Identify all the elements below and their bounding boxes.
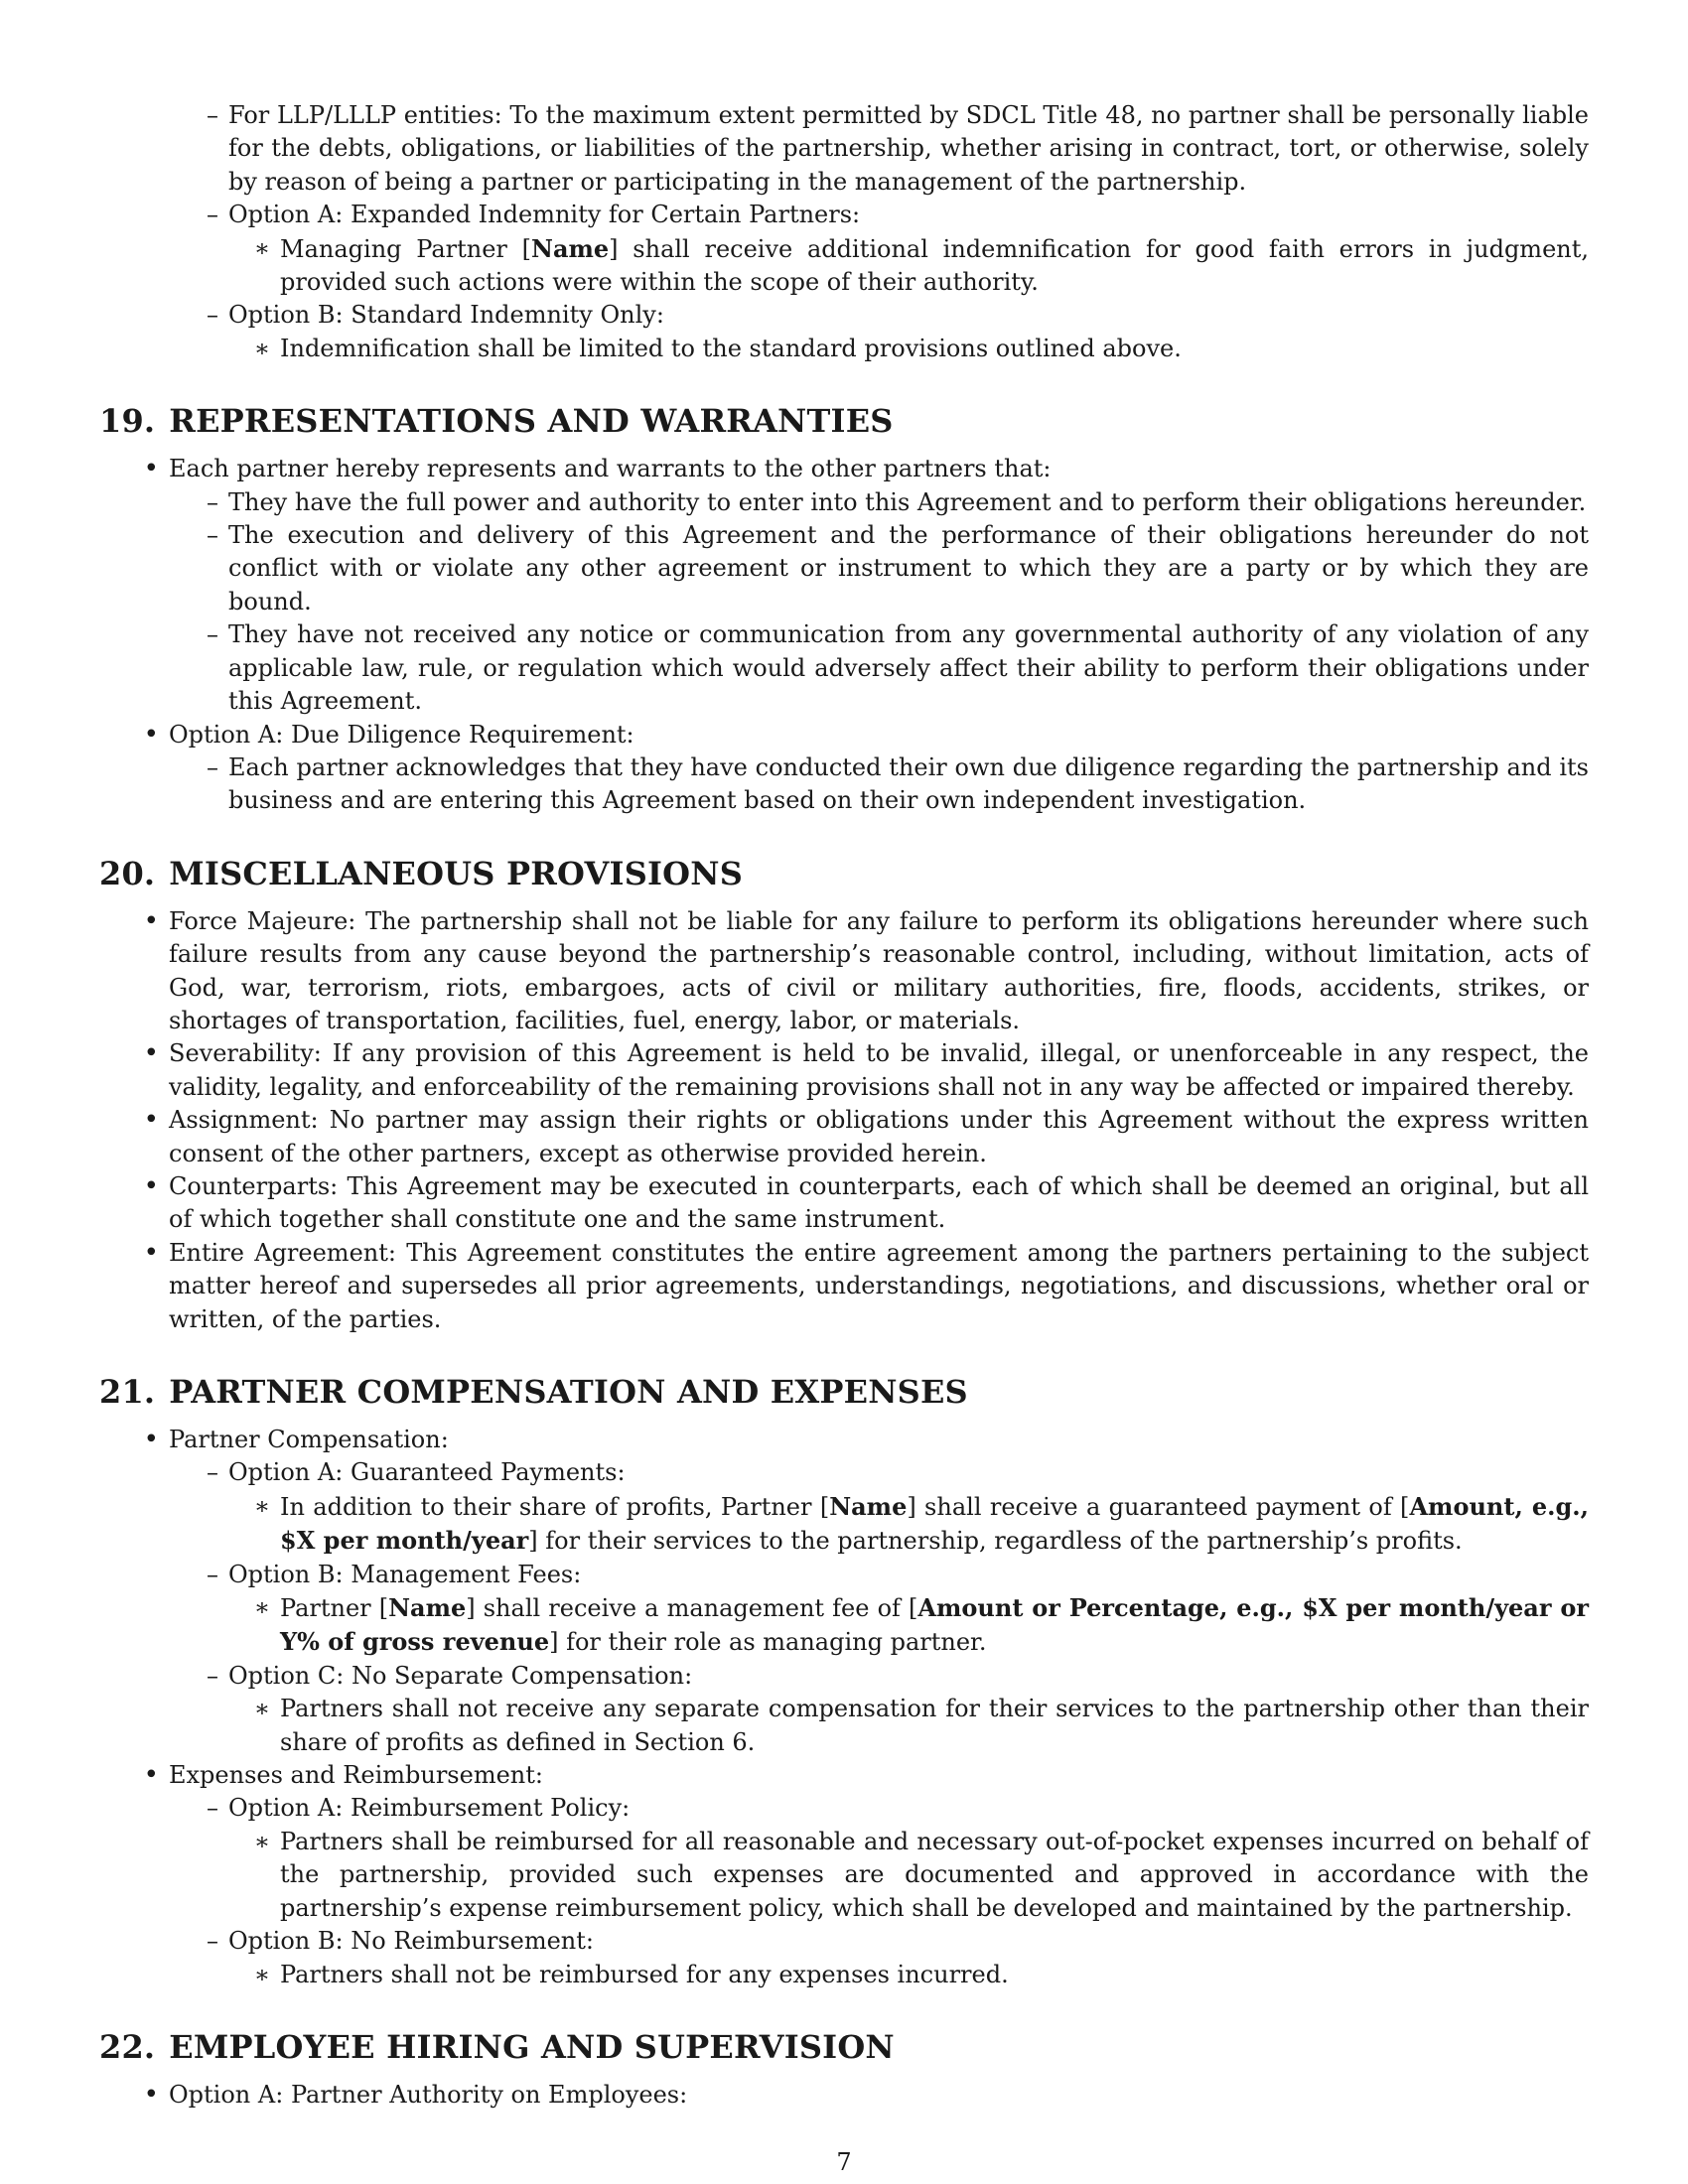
list-item-reimbursement-policy-detail (253, 1826, 1589, 1925)
list-item-option-b-indemnity (207, 299, 1589, 332)
list-item-expenses (143, 1759, 1589, 1792)
list-item-guaranteed-payments (207, 1456, 1589, 1489)
list-item-standard-indemnity (253, 333, 1589, 365)
page-number: 7 (836, 2148, 852, 2176)
item-text: Option B: Standard Indemnity Only: (228, 301, 664, 330)
list-item-due-diligence-detail (207, 751, 1589, 818)
list-item-no-separate-compensation-detail (253, 1693, 1589, 1759)
dash-bullet: – (207, 620, 218, 649)
dash-bullet: – (207, 752, 218, 781)
dot-bullet: • (143, 2079, 159, 2110)
placeholder-amount: Amount, e.g., $X per month/year (280, 1491, 1589, 1556)
star-bullet: ∗ (253, 1491, 270, 1520)
section-number: 21. (99, 1373, 156, 1411)
item-text-pre: Managing Partner [ (280, 234, 532, 263)
dash-bullet: – (207, 521, 218, 550)
star-bullet: ∗ (253, 334, 270, 362)
star-bullet: ∗ (253, 1593, 270, 1622)
section-number: 20. (99, 854, 156, 892)
list-item-option-a-indemnity (207, 199, 1589, 231)
dash-bullet: – (207, 487, 218, 516)
dash-bullet: – (207, 1458, 218, 1487)
section-title: PARTNER COMPENSATION AND EXPENSES (169, 1373, 968, 1411)
list-item-no-separate-compensation (207, 1660, 1589, 1693)
item-text: Expenses and Reimbursement: (169, 1761, 543, 1790)
list-item-partner-compensation (143, 1424, 1589, 1456)
list-item-management-fees (207, 1559, 1589, 1591)
item-text: Partner Compensation: (169, 1426, 449, 1453)
item-text: Counterparts: This Agreement may be executed in counterparts, each of which shall be deemed an original, but all of which together shall constitute one and the same instrument. (169, 1171, 1589, 1234)
list-item-guaranteed-payment-detail (253, 1490, 1589, 1559)
placeholder-name: Name (829, 1491, 908, 1521)
item-text: Option A: Partner Authority on Employees: (169, 2080, 688, 2109)
item-text: Each partner acknowledges that they have conducted their own due diligence regarding the partnership and its business and are entering this Agreement based on their own independent investigation. (228, 752, 1589, 815)
item-text: ] shall receive a guaranteed payment of [ (907, 1492, 1410, 1521)
list-item-warranty (207, 618, 1589, 718)
list-item-counterparts (143, 1170, 1589, 1237)
item-text-post: ] shall receive additional indemnification for good faith errors in judgment, provided such actions were within the scope of their authority. (280, 234, 1589, 297)
list-item-force-majeure (143, 905, 1589, 1038)
item-text: Option A: Guaranteed Payments: (228, 1458, 626, 1487)
dot-bullet: • (143, 1425, 159, 1454)
dash-bullet: – (207, 1794, 218, 1823)
dot-bullet: • (143, 719, 159, 750)
dash-bullet: – (207, 1927, 218, 1956)
section-title: EMPLOYEE HIRING AND SUPERVISION (169, 2027, 895, 2066)
dot-bullet: • (143, 454, 159, 484)
section-heading-21 (99, 1372, 1589, 1412)
list-item-assignment (143, 1104, 1589, 1170)
section-title: MISCELLANEOUS PROVISIONS (169, 854, 744, 892)
item-text: Partners shall be reimbursed for all reasonable and necessary out-of-pocket expenses incurred on behalf of the partnership, provided such expenses are documented and approved in accordance with the partnership’s expense reimbursement policy, which shall be developed and maintained by the partnership. (280, 1827, 1589, 1922)
item-text: Partners shall not be reimbursed for any expenses incurred. (280, 1960, 1009, 1988)
list-item-management-fee-detail (253, 1591, 1589, 1660)
star-bullet: ∗ (253, 1827, 270, 1855)
item-text: Option A: Due Diligence Requirement: (169, 720, 634, 749)
item-text: Assignment: No partner may assign their rights or obligations under this Agreement without the express written consent of the other partners, except as otherwise provided herein. (169, 1106, 1589, 1167)
item-text: Option A: Expanded Indemnity for Certain Partners: (228, 201, 861, 229)
list-item-reimbursement-policy (207, 1792, 1589, 1825)
page-content (99, 99, 1589, 2112)
item-text: For LLP/LLLP entities: To the maximum extent permitted by SDCL Title 48, no partner shall be personally liable for the debts, obligations, or liabilities of the partnership, whether arising in contract, tort, or otherwise, solely by reason of being a partner or participating in the management of the partnership. (228, 101, 1589, 196)
section-number: 22. (99, 2027, 156, 2066)
item-text: Option B: No Reimbursement: (228, 1927, 594, 1956)
placeholder-name: Name (388, 1593, 467, 1623)
star-bullet: ∗ (253, 1960, 270, 1988)
placeholder-amount: Amount or Percentage, e.g., $X per month/year or Y% of gross revenue (280, 1593, 1589, 1657)
list-item-no-reimbursement (207, 1925, 1589, 1958)
dot-bullet: • (143, 1105, 159, 1136)
dash-bullet: – (207, 301, 218, 330)
item-text: The execution and delivery of this Agreement and the performance of their obligations hereunder do not conflict with or violate any other agreement or instrument to which they are a party or by which they are bound. (228, 521, 1589, 615)
list-item-representations (143, 453, 1589, 485)
item-text: They have not received any notice or communication from any governmental authority of any violation of any applicable law, rule, or regulation which would adversely affect their ability to perform their obligations under this Agreement. (228, 620, 1589, 716)
placeholder-name: Name (531, 233, 610, 263)
list-item-llp-liability (207, 99, 1589, 199)
dot-bullet: • (143, 1237, 159, 1268)
dot-bullet: • (143, 1170, 159, 1201)
list-item-warranty (207, 486, 1589, 519)
list-item-entire-agreement (143, 1237, 1589, 1336)
item-text: Force Majeure: The partnership shall not be liable for any failure to perform its obligations hereunder where such failure results from any cause beyond the partnership’s reasonable control, including, without limitation, acts of God, war, terrorism, riots, embargoes, acts of civil or military authorities, fire, floods, accidents, strikes, or shortages of transportation, facilities, fuel, energy, labor, or materials. (169, 906, 1589, 1034)
item-text: Indemnification shall be limited to the standard provisions outlined above. (280, 334, 1182, 362)
item-text: Partner [ (280, 1594, 389, 1623)
item-text: ] shall receive a management fee of [ (466, 1594, 918, 1623)
dash-bullet: – (207, 1560, 218, 1588)
dash-bullet: – (207, 1661, 218, 1690)
list-item-no-reimbursement-detail (253, 1959, 1589, 1991)
item-text: Option A: Reimbursement Policy: (228, 1794, 631, 1823)
list-item-warranty (207, 519, 1589, 618)
item-text: Option B: Management Fees: (228, 1560, 582, 1588)
list-item-managing-partner (253, 232, 1589, 300)
section-heading-20 (99, 854, 1589, 893)
list-item-due-diligence (143, 719, 1589, 751)
dot-bullet: • (143, 905, 159, 936)
list-item-partner-authority (143, 2079, 1589, 2112)
item-text: In addition to their share of profits, Partner [ (280, 1492, 830, 1521)
star-bullet: ∗ (253, 1695, 270, 1723)
section-number: 19. (99, 402, 156, 441)
section-heading-19 (99, 401, 1589, 441)
item-text: Partners shall not receive any separate compensation for their services to the partnership other than their share of profits as defined in Section 6. (280, 1695, 1589, 1756)
list-item-severability (143, 1037, 1589, 1104)
item-text: They have the full power and authority to enter into this Agreement and to perform their obligations hereunder. (228, 487, 1587, 516)
section-heading-22 (99, 2027, 1589, 2067)
dot-bullet: • (143, 1038, 159, 1069)
dash-bullet: – (207, 101, 218, 129)
item-text: Severability: If any provision of this Agreement is held to be invalid, illegal, or unenforceable in any respect, the validity, legality, and enforceability of the remaining provisions shall not in any way be affected or impaired thereby. (169, 1039, 1589, 1101)
item-text: Option C: No Separate Compensation: (228, 1661, 693, 1690)
item-text: Each partner hereby represents and warrants to the other partners that: (169, 455, 1052, 483)
item-text: ] for their services to the partnership, regardless of the partnership’s profits. (528, 1527, 1463, 1556)
section-title: REPRESENTATIONS AND WARRANTIES (169, 402, 894, 441)
item-text: Entire Agreement: This Agreement constitutes the entire agreement among the partners pertaining to the subject matter hereof and supersedes all prior agreements, understandings, negotiations, and discussions, whether oral or written, of the parties. (169, 1238, 1589, 1333)
item-text: ] for their role as managing partner. (549, 1628, 987, 1657)
dash-bullet: – (207, 201, 218, 229)
star-bullet: ∗ (253, 233, 270, 262)
dot-bullet: • (143, 1760, 159, 1791)
